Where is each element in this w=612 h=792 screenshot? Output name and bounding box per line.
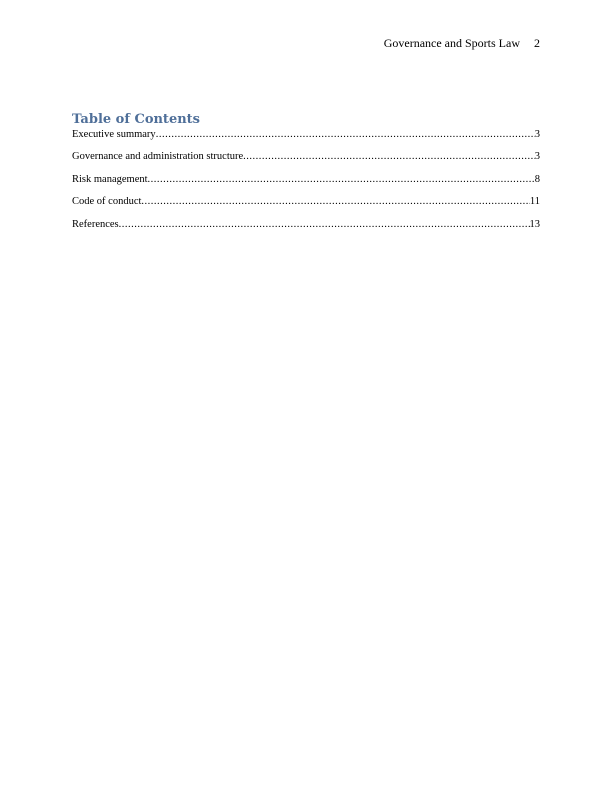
toc-list <box>72 129 540 241</box>
toc-entry-label: Risk management <box>72 173 148 185</box>
toc-entry-page: 13 <box>529 218 540 230</box>
dot-leader <box>156 129 535 141</box>
toc-entry-code-of-conduct[interactable] <box>72 196 540 208</box>
page-number: 2 <box>534 36 540 50</box>
dot-leader <box>141 196 529 208</box>
toc-entry-references[interactable] <box>72 219 540 231</box>
toc-entry-page: 11 <box>529 196 540 208</box>
toc-entry-page: 3 <box>534 129 540 140</box>
toc-entry-page: 3 <box>534 151 540 163</box>
toc-entry-label: Executive summary <box>72 129 156 140</box>
toc-entry-risk-management[interactable] <box>72 174 540 186</box>
toc-entry-label: References <box>72 218 119 230</box>
dot-leader <box>119 219 530 231</box>
running-title: Governance and Sports Law <box>383 36 520 50</box>
toc-entry-governance-structure[interactable] <box>72 151 540 163</box>
running-header <box>384 36 540 50</box>
dot-leader <box>148 174 535 186</box>
toc-entry-executive-summary[interactable] <box>72 129 540 141</box>
toc-title: Table of Contents <box>72 112 200 127</box>
toc-entry-label: Code of conduct <box>72 196 142 208</box>
toc-entry-page: 8 <box>534 173 540 185</box>
toc-entry-label: Governance and administration structure <box>72 151 244 163</box>
dot-leader <box>243 151 535 163</box>
